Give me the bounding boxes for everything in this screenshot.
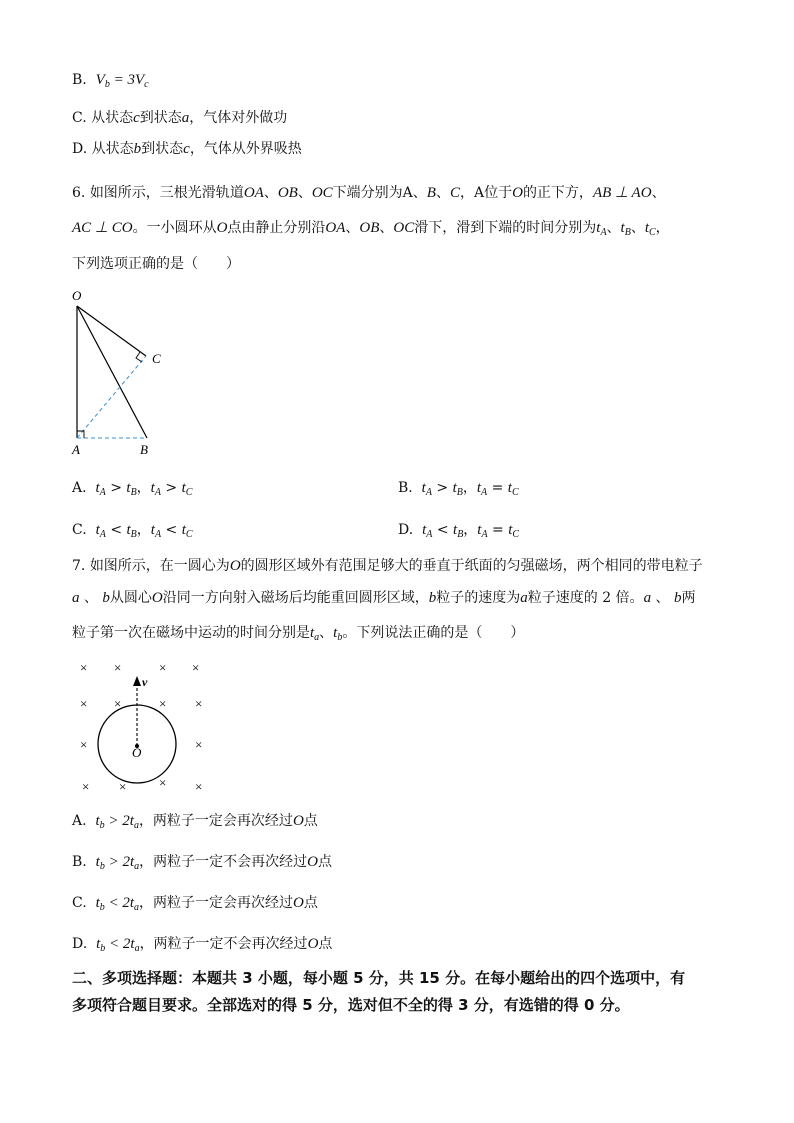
track-oc xyxy=(77,306,146,356)
q6-option-a: A. $t_A > t_B$，$t_A > t_C$ xyxy=(72,480,193,498)
cross-mark: × xyxy=(82,779,90,794)
label-o: O xyxy=(132,745,142,760)
label-b: B xyxy=(140,442,148,456)
q7-option-d: D. $t_b < 2t_a$，两粒子一定不会再次经过O点 xyxy=(72,936,333,954)
section2-heading-line2: 多项符合题目要求。全部选对的得 5 分，选对但不全的得 3 分，有选错的得 0 分。 xyxy=(72,996,630,1014)
cross-mark: × xyxy=(114,660,122,675)
label-v: v xyxy=(142,675,148,689)
dashed-ac xyxy=(77,356,146,438)
cross-mark: × xyxy=(192,660,200,675)
track-ob xyxy=(77,306,147,438)
q5-option-c: C. 从状态c到状态a，气体对外做功 xyxy=(72,110,288,126)
q6-stem-line3: 下列选项正确的是（ ） xyxy=(72,256,240,272)
q7-option-a: A. $t_b > 2t_a$，两粒子一定会再次经过O点 xyxy=(72,813,318,831)
label-c: C xyxy=(152,351,161,366)
cross-mark: × xyxy=(195,737,203,752)
cross-mark: × xyxy=(159,660,167,675)
arrow-head xyxy=(133,676,141,686)
cross-mark: × xyxy=(114,696,122,711)
cross-mark: × xyxy=(80,696,88,711)
right-angle-c xyxy=(136,352,142,362)
q6-stem-line1: 6. 如图所示，三根光滑轨道OA、OB、OC下端分别为A、B、C，A位于O的正下方，AB ⊥ AO、 xyxy=(72,185,666,201)
q7-option-b: B. $t_b > 2t_a$，两粒子一定不会再次经过O点 xyxy=(72,854,332,872)
q7-stem-line2: a 、 b从圆心O沿同一方向射入磁场后均能重回圆形区域，b粒子的速度为a粒子速度的 2 倍。a 、 b两 xyxy=(72,590,696,606)
q5-option-b: B. $V_b = 3V_c$ xyxy=(72,72,149,90)
label-o: O xyxy=(72,288,82,303)
q7-figure xyxy=(72,654,222,799)
q5-option-d: D. 从状态b到状态c，气体从外界吸热 xyxy=(72,141,302,157)
q6-stem-line2: AC ⊥ CO。一小圆环从O点由静止分别沿OA、OB、OC滑下，滑到下端的时间分别为$t_A$、$t_B$、$t_C$， xyxy=(72,220,670,238)
cross-mark: × xyxy=(119,779,127,794)
q7-stem-line1: 7. 如图所示，在一圆心为O的圆形区域外有范围足够大的垂直于纸面的匀强磁场，两个相同的带电粒子 xyxy=(72,558,703,574)
q6-option-d: D. $t_A < t_B$，$t_A = t_C$ xyxy=(398,522,520,540)
cross-mark: × xyxy=(195,779,203,794)
label-a: A xyxy=(72,442,80,456)
q6-option-c: C. $t_A < t_B$，$t_A < t_C$ xyxy=(72,522,193,540)
q7-stem-line3: 粒子第一次在磁场中运动的时间分别是$t_a$、$t_b$。下列说法正确的是（ ） xyxy=(72,625,525,643)
section2-heading-line1: 二、多项选择题：本题共 3 小题，每小题 5 分，共 15 分。在每小题给出的四个选项中，有 xyxy=(72,969,686,987)
cross-mark: × xyxy=(159,775,167,790)
cross-mark: × xyxy=(80,660,88,675)
cross-mark: × xyxy=(80,737,88,752)
cross-mark: × xyxy=(195,696,203,711)
q6-option-b: B. $t_A > t_B$，$t_A = t_C$ xyxy=(398,480,519,498)
cross-mark: × xyxy=(159,696,167,711)
q6-figure xyxy=(66,286,176,456)
q7-option-c: C. $t_b < 2t_a$，两粒子一定会再次经过O点 xyxy=(72,895,318,913)
